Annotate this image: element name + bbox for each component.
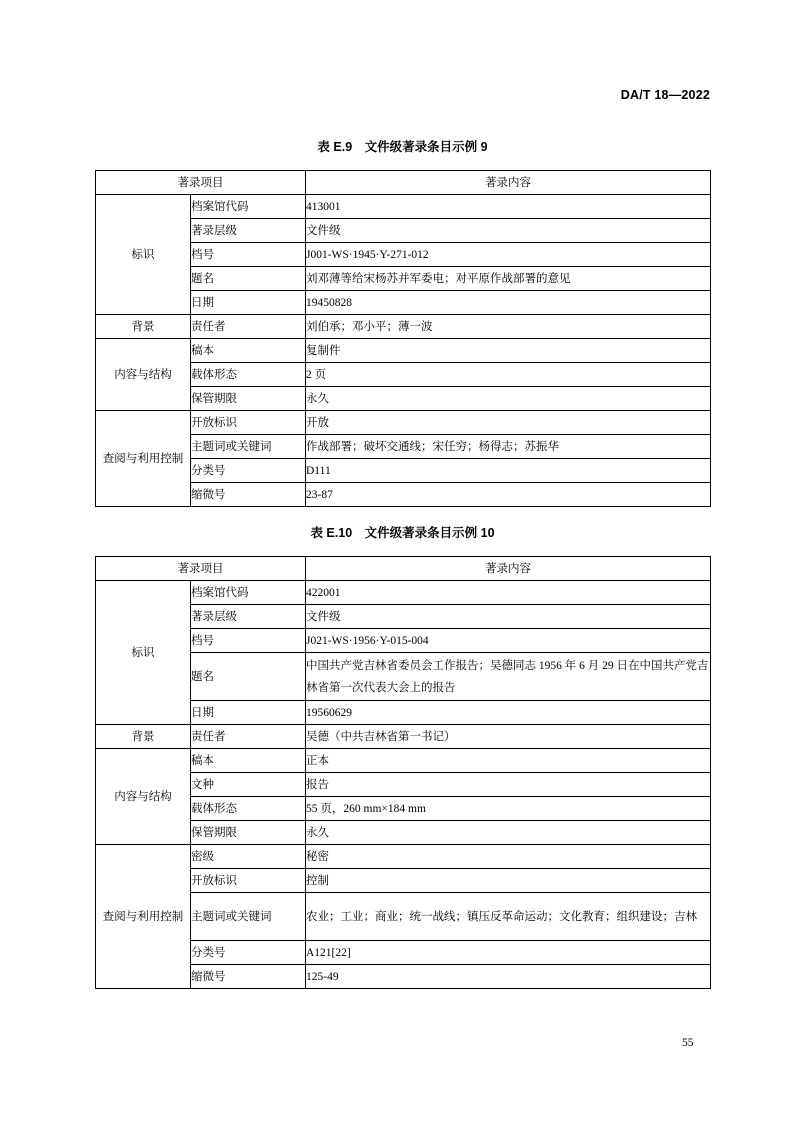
item-value-cell: 永久	[306, 387, 711, 411]
header-content-cell: 著录内容	[306, 557, 711, 581]
item-name-cell: 文种	[191, 773, 306, 797]
item-value-cell: 报告	[306, 773, 711, 797]
item-value-cell: 文件级	[306, 605, 711, 629]
item-value-cell: 19560629	[306, 701, 711, 725]
group-name-cell: 背景	[96, 725, 191, 749]
item-value-cell: 422001	[306, 581, 711, 605]
item-name-cell: 载体形态	[191, 363, 306, 387]
item-name-cell: 日期	[191, 701, 306, 725]
group-name-cell: 内容与结构	[96, 749, 191, 845]
page-number: 55	[682, 1037, 694, 1049]
item-name-cell: 主题词或关键词	[191, 893, 306, 941]
item-value-cell: 19450828	[306, 291, 711, 315]
item-name-cell: 题名	[191, 267, 306, 291]
item-name-cell: 缩微号	[191, 483, 306, 507]
header-item-cell: 著录项目	[96, 557, 306, 581]
table-row	[96, 411, 711, 435]
item-name-cell: 分类号	[191, 941, 306, 965]
table-row	[96, 195, 711, 219]
item-value-cell: 125-49	[306, 965, 711, 989]
item-name-cell: 保管期限	[191, 821, 306, 845]
table-row	[96, 315, 711, 339]
item-value-cell: D111	[306, 459, 711, 483]
item-value-cell: 农业；工业；商业；统一战线；镇压反革命运动；文化教育；组织建设；吉林	[306, 893, 711, 941]
item-value-cell: 永久	[306, 821, 711, 845]
item-value-cell: 复制件	[306, 339, 711, 363]
table-header-row	[96, 171, 711, 195]
item-name-cell: 缩微号	[191, 965, 306, 989]
table-row	[96, 725, 711, 749]
group-name-cell: 背景	[96, 315, 191, 339]
item-value-cell: J021-WS·1956·Y-015-004	[306, 629, 711, 653]
item-name-cell: 档案馆代码	[191, 195, 306, 219]
document-code: DA/T 18—2022	[620, 88, 710, 102]
table-header-row	[96, 557, 711, 581]
item-name-cell: 稿本	[191, 339, 306, 363]
item-value-cell: 2 页	[306, 363, 711, 387]
item-value-cell: 刘邓薄等给宋杨苏并军委电；对平原作战部署的意见	[306, 267, 711, 291]
item-name-cell: 档案馆代码	[191, 581, 306, 605]
item-name-cell: 责任者	[191, 725, 306, 749]
group-name-cell: 查阅与利用控制	[96, 411, 191, 507]
item-value-cell: 作战部署；破坏交通线；宋任穷；杨得志；苏振华	[306, 435, 711, 459]
header-content-cell: 著录内容	[306, 171, 711, 195]
item-name-cell: 稿本	[191, 749, 306, 773]
item-name-cell: 密级	[191, 845, 306, 869]
item-name-cell: 开放标识	[191, 411, 306, 435]
item-value-cell: 23-87	[306, 483, 711, 507]
item-value-cell: 文件级	[306, 219, 711, 243]
item-value-cell: 控制	[306, 869, 711, 893]
item-name-cell: 保管期限	[191, 387, 306, 411]
item-value-cell: J001-WS·1945·Y-271-012	[306, 243, 711, 267]
table-title: 表 E.10 文件级著录条目示例 10	[310, 526, 495, 540]
group-name-cell: 标识	[96, 581, 191, 725]
group-name-cell: 标识	[96, 195, 191, 315]
item-name-cell: 档号	[191, 629, 306, 653]
table-row	[96, 581, 711, 605]
item-value-cell: 55 页，260 mm×184 mm	[306, 797, 711, 821]
group-name-cell: 内容与结构	[96, 339, 191, 411]
table-row	[96, 845, 711, 869]
item-name-cell: 责任者	[191, 315, 306, 339]
item-value-cell: 中国共产党吉林省委员会工作报告；吴德同志 1956 年 6 月 29 日在中国共产党吉林省第一次代表大会上的报告	[306, 653, 711, 701]
item-value-cell: 正本	[306, 749, 711, 773]
catalog-table	[95, 556, 711, 989]
item-name-cell: 题名	[191, 653, 306, 701]
item-name-cell: 载体形态	[191, 797, 306, 821]
item-name-cell: 著录层级	[191, 605, 306, 629]
catalog-table	[95, 170, 711, 507]
item-name-cell: 开放标识	[191, 869, 306, 893]
group-name-cell: 查阅与利用控制	[96, 845, 191, 989]
item-name-cell: 档号	[191, 243, 306, 267]
item-value-cell: 吴德（中共吉林省第一书记）	[306, 725, 711, 749]
table-row	[96, 749, 711, 773]
table-title: 表 E.9 文件级著录条目示例 9	[317, 140, 488, 154]
item-value-cell: 413001	[306, 195, 711, 219]
item-name-cell: 日期	[191, 291, 306, 315]
item-value-cell: 秘密	[306, 845, 711, 869]
table-row	[96, 339, 711, 363]
item-value-cell: A121[22]	[306, 941, 711, 965]
item-name-cell: 主题词或关键词	[191, 435, 306, 459]
header-item-cell: 著录项目	[96, 171, 306, 195]
item-name-cell: 分类号	[191, 459, 306, 483]
item-value-cell: 开放	[306, 411, 711, 435]
item-name-cell: 著录层级	[191, 219, 306, 243]
item-value-cell: 刘伯承；邓小平；薄一波	[306, 315, 711, 339]
